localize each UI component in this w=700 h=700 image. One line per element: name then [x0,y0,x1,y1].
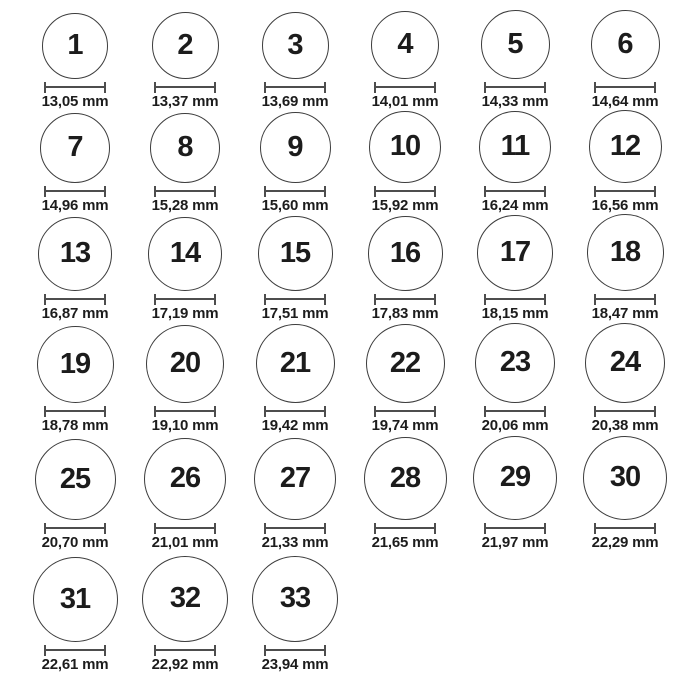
dimension-bar [264,410,326,412]
diameter-label: 17,83 mm [371,304,439,322]
dimension-bar [154,190,216,192]
ring-size-number: 7 [67,131,83,163]
ring-size-cell [260,112,331,215]
diameter-dimension-line [154,645,216,656]
ring-size-circle [144,438,226,520]
diameter-label: 16,56 mm [591,196,659,214]
ring-size-circle [477,215,553,291]
ring-size-number: 33 [279,582,311,614]
dimension-bar [154,649,216,651]
ring-size-circle [587,214,664,291]
ring-size-number: 3 [287,28,303,61]
ring-size-circle [260,112,331,183]
diameter-dimension-line [484,294,546,305]
dimension-bar [484,190,546,192]
ring-size-number: 16 [389,236,421,269]
diameter-dimension-line [374,82,436,93]
ring-size-circle [368,216,443,291]
ring-size-cell [254,438,336,552]
diameter-label: 22,61 mm [41,655,109,673]
ring-size-circle [42,13,108,79]
ring-size-cell [35,439,116,552]
diameter-label: 19,42 mm [261,416,329,434]
diameter-dimension-line [594,406,656,417]
diameter-label: 17,19 mm [151,304,219,322]
ring-size-number: 18 [609,235,641,268]
diameter-label: 23,94 mm [261,655,329,673]
ring-size-cell [475,323,555,435]
ring-size-circle [371,11,439,79]
ring-size-cell [146,325,224,435]
ring-size-cell [148,217,222,323]
ring-size-number: 8 [177,131,193,163]
ring-size-number: 6 [617,27,633,60]
diameter-dimension-line [374,406,436,417]
diameter-label: 15,28 mm [151,196,219,214]
diameter-label: 18,78 mm [41,416,109,434]
ring-size-circle [481,10,550,79]
ring-size-number: 17 [499,236,531,268]
dimension-bar [594,527,656,529]
dimension-bar [264,86,326,88]
ring-size-circle [256,324,335,403]
ring-size-number: 14 [169,237,201,269]
diameter-label: 20,70 mm [41,533,109,551]
diameter-label: 21,65 mm [371,533,439,551]
diameter-dimension-line [264,645,326,656]
dimension-bar [44,86,106,88]
ring-size-number: 2 [177,28,193,61]
diameter-label: 14,33 mm [481,92,549,110]
ring-size-number: 32 [169,582,201,614]
diameter-label: 21,01 mm [151,533,219,551]
ring-size-number: 12 [609,129,641,162]
diameter-label: 16,87 mm [41,304,109,322]
diameter-dimension-line [594,294,656,305]
ring-size-number: 15 [279,236,311,269]
dimension-bar [44,298,106,300]
diameter-label: 16,24 mm [481,196,549,214]
dimension-bar [264,298,326,300]
diameter-dimension-line [484,82,546,93]
diameter-label: 13,05 mm [41,92,109,110]
dimension-bar [374,410,436,412]
ring-size-circle [33,557,118,642]
ring-size-cell [252,556,338,674]
diameter-dimension-line [154,186,216,197]
diameter-label: 21,33 mm [261,533,329,551]
ring-size-number: 19 [59,347,91,380]
dimension-bar [154,410,216,412]
diameter-label: 14,01 mm [371,92,439,110]
ring-size-number: 20 [169,347,201,379]
dimension-bar [44,527,106,529]
diameter-dimension-line [264,406,326,417]
ring-size-cell [40,113,110,215]
ring-size-cell [38,217,112,323]
diameter-dimension-line [374,294,436,305]
diameter-label: 20,38 mm [591,416,659,434]
ring-size-cell [142,556,228,674]
diameter-label: 18,15 mm [481,304,549,322]
ring-size-cell [152,12,219,111]
dimension-bar [594,86,656,88]
ring-size-cell [587,214,664,323]
diameter-dimension-line [44,406,106,417]
dimension-bar [484,527,546,529]
dimension-bar [594,190,656,192]
dimension-bar [374,527,436,529]
dimension-bar [484,86,546,88]
diameter-dimension-line [154,406,216,417]
ring-size-number: 31 [59,582,91,615]
diameter-dimension-line [264,523,326,534]
diameter-dimension-line [484,523,546,534]
ring-size-circle [40,113,110,183]
ring-size-cell [256,324,335,435]
ring-size-number: 23 [499,346,531,378]
ring-size-circle [142,556,228,642]
ring-size-number: 22 [389,346,421,379]
diameter-label: 19,74 mm [371,416,439,434]
diameter-dimension-line [44,82,106,93]
ring-size-number: 21 [279,346,311,379]
dimension-bar [374,86,436,88]
ring-size-circle [366,324,445,403]
ring-size-circle [585,323,665,403]
diameter-label: 13,37 mm [151,92,219,110]
diameter-dimension-line [594,523,656,534]
diameter-label: 13,69 mm [261,92,329,110]
diameter-dimension-line [484,406,546,417]
ring-size-circle [150,113,220,183]
diameter-dimension-line [374,186,436,197]
ring-size-circle [591,10,660,79]
diameter-dimension-line [154,82,216,93]
ring-size-cell [366,324,445,435]
diameter-dimension-line [484,186,546,197]
dimension-bar [154,86,216,88]
diameter-dimension-line [44,523,106,534]
dimension-bar [484,298,546,300]
dimension-bar [264,527,326,529]
diameter-label: 17,51 mm [261,304,329,322]
ring-size-circle [364,437,447,520]
diameter-dimension-line [374,523,436,534]
ring-size-number: 4 [397,28,413,60]
diameter-label: 19,10 mm [151,416,219,434]
dimension-bar [44,410,106,412]
ring-size-cell [33,557,118,674]
ring-size-number: 13 [59,237,91,269]
diameter-label: 14,96 mm [41,196,109,214]
dimension-bar [594,410,656,412]
dimension-bar [264,649,326,651]
ring-size-circle [583,436,667,520]
ring-size-cell [258,216,333,323]
diameter-label: 22,29 mm [591,533,659,551]
ring-size-circle [262,12,329,79]
ring-size-cell [42,13,109,111]
diameter-label: 20,06 mm [481,416,549,434]
ring-size-circle [589,110,662,183]
ring-size-circle [38,217,112,291]
ring-size-circle [37,326,114,403]
diameter-label: 21,97 mm [481,533,549,551]
ring-size-cell [585,323,665,435]
diameter-dimension-line [264,294,326,305]
ring-size-cell [371,11,439,111]
ring-size-number: 24 [609,346,641,378]
ring-size-cell [589,110,662,215]
ring-size-cell [262,12,329,111]
ring-size-cell [364,437,447,552]
ring-size-cell [479,111,551,215]
ring-size-circle [369,111,441,183]
diameter-dimension-line [264,82,326,93]
diameter-dimension-line [44,645,106,656]
diameter-label: 15,92 mm [371,196,439,214]
ring-size-circle [258,216,333,291]
ring-size-cell [473,436,557,552]
ring-size-cell [481,10,550,111]
ring-size-circle [152,12,219,79]
diameter-dimension-line [594,82,656,93]
dimension-bar [374,190,436,192]
dimension-bar [484,410,546,412]
diameter-label: 14,64 mm [591,92,659,110]
ring-size-number: 27 [279,462,311,494]
ring-size-cell [144,438,226,552]
ring-size-circle [252,556,338,642]
dimension-bar [44,649,106,651]
ring-size-number: 1 [67,29,83,61]
dimension-bar [154,298,216,300]
ring-size-cell [591,10,660,111]
ring-size-number: 30 [609,461,641,493]
ring-size-number: 9 [287,130,303,163]
diameter-label: 15,60 mm [261,196,329,214]
ring-size-number: 25 [59,462,91,495]
ring-size-cell [477,215,553,323]
dimension-bar [44,190,106,192]
diameter-dimension-line [44,186,106,197]
diameter-label: 22,92 mm [151,655,219,673]
ring-size-circle [148,217,222,291]
ring-size-circle [475,323,555,403]
ring-size-number: 10 [389,130,421,162]
diameter-dimension-line [264,186,326,197]
ring-size-cell [583,436,667,552]
ring-size-cell [37,326,114,435]
diameter-dimension-line [154,523,216,534]
ring-size-circle [146,325,224,403]
dimension-bar [374,298,436,300]
dimension-bar [264,190,326,192]
ring-size-circle [479,111,551,183]
ring-size-number: 28 [389,461,421,494]
ring-size-cell [369,111,441,215]
dimension-bar [154,527,216,529]
diameter-dimension-line [154,294,216,305]
diameter-dimension-line [594,186,656,197]
dimension-bar [594,298,656,300]
ring-size-number: 29 [499,461,531,493]
ring-size-number: 11 [500,130,530,162]
diameter-dimension-line [44,294,106,305]
ring-size-number: 26 [169,462,201,494]
ring-size-number: 5 [507,27,523,60]
ring-size-circle [35,439,116,520]
ring-size-circle [254,438,336,520]
ring-size-circle [473,436,557,520]
diameter-label: 18,47 mm [591,304,659,322]
ring-size-cell [150,113,220,215]
ring-size-cell [368,216,443,323]
